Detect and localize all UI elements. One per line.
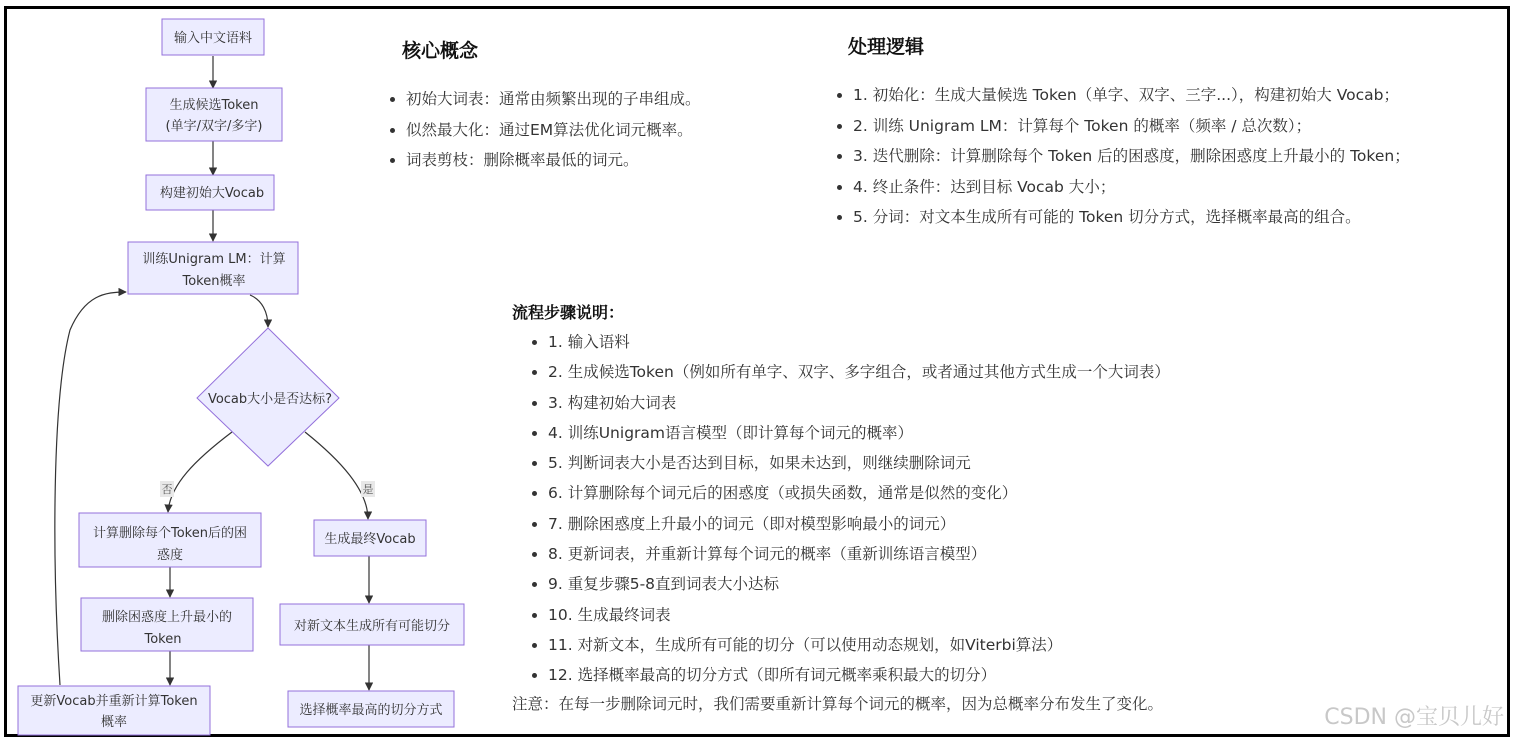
step-item: • 10. 生成最终词表	[548, 600, 1170, 630]
core-item: • 似然最大化：通过EM算法优化词元概率。	[406, 115, 701, 146]
node-segment-text: 对新文本生成所有可能切分	[293, 619, 451, 634]
step-item: • 4. 训练Unigram语言模型（即计算每个词元的概率）	[548, 418, 1170, 448]
logic-list	[833, 80, 1410, 233]
step-item: • 11. 对新文本，生成所有可能的切分（可以使用动态规划，如Viterbi算法）	[548, 630, 1170, 660]
logic-item: • 3. 迭代删除：计算删除每个 Token 后的困惑度，删除困惑度上升最小的 Token；	[853, 141, 1410, 172]
node-calc-text-1: 计算删除每个Token后的困	[93, 526, 247, 541]
node-gen-text-1: 生成候选Token	[169, 98, 259, 113]
node-del-text-1: 删除困惑度上升最小的	[101, 610, 233, 625]
node-update-text-1: 更新Vocab并重新计算Token	[30, 694, 198, 709]
logic-item: • 4. 终止条件：达到目标 Vocab 大小；	[853, 172, 1410, 203]
edge-no-label: 否	[161, 483, 173, 496]
flow-edges	[55, 56, 369, 690]
node-gen-text-2: (单字/双字/多字)	[165, 119, 263, 134]
node-decision-text: Vocab大小是否达标?	[207, 392, 333, 407]
edge-yes-label: 是	[362, 483, 374, 496]
node-build-text: 构建初始大Vocab	[159, 186, 265, 201]
edge-decision-calc	[168, 432, 232, 512]
step-item: • 6. 计算删除每个词元后的困惑度（或损失函数，通常是似然的变化）	[548, 478, 1170, 508]
edge-decision-final	[305, 432, 368, 519]
core-item: • 词表剪枝：删除概率最低的词元。	[406, 145, 701, 176]
node-train-text-1: 训练Unigram LM：计算	[142, 252, 286, 267]
node-final-text: 生成最终Vocab	[324, 532, 416, 547]
step-item: • 5. 判断词表大小是否达到目标，如果未达到，则继续删除词元	[548, 448, 1170, 478]
node-train-text-2: Token概率	[182, 274, 246, 289]
node-input-text: 输入中文语料	[173, 31, 253, 46]
node-select-text: 选择概率最高的切分方式	[299, 703, 443, 718]
node-calc-text-2: 惑度	[156, 548, 184, 563]
node-del-text-2: Token	[144, 632, 182, 647]
logic-item: • 1. 初始化：生成大量候选 Token（单字、双字、三字...），构建初始大 Vocab；	[853, 80, 1410, 111]
core-item: • 初始大词表：通常由频繁出现的子串组成。	[406, 84, 701, 115]
logic-item: • 2. 训练 Unigram LM：计算每个 Token 的概率（频率 / 总次数）；	[853, 111, 1410, 142]
steps-list	[528, 327, 1170, 691]
step-item: • 1. 输入语料	[548, 327, 1170, 357]
logic-title: 处理逻辑	[848, 36, 925, 58]
node-update-text-2: 概率	[100, 715, 128, 730]
note-text: 注意：在每一步删除词元时，我们需要重新计算每个词元的概率，因为总概率分布发生了变化。	[512, 695, 1164, 713]
step-item: • 3. 构建初始大词表	[548, 388, 1170, 418]
steps-title: 流程步骤说明：	[512, 303, 625, 322]
watermark: CSDN @宝贝儿好	[1324, 705, 1504, 730]
step-item: • 9. 重复步骤5-8直到词表大小达标	[548, 569, 1170, 599]
core-list	[386, 84, 701, 176]
core-title: 核心概念	[402, 40, 479, 62]
step-item: • 2. 生成候选Token（例如所有单字、双字、多字组合，或者通过其他方式生成一个大词表）	[548, 357, 1170, 387]
step-item: • 7. 删除困惑度上升最小的词元（即对模型影响最小的词元）	[548, 509, 1170, 539]
step-item: • 12. 选择概率最高的切分方式（即所有词元概率乘积最大的切分）	[548, 660, 1170, 690]
logic-item: • 5. 分词：对文本生成所有可能的 Token 切分方式，选择概率最高的组合。	[853, 202, 1410, 233]
step-item: • 8. 更新词表，并重新计算每个词元的概率（重新训练语言模型）	[548, 539, 1170, 569]
edge-train-decision	[250, 295, 268, 327]
